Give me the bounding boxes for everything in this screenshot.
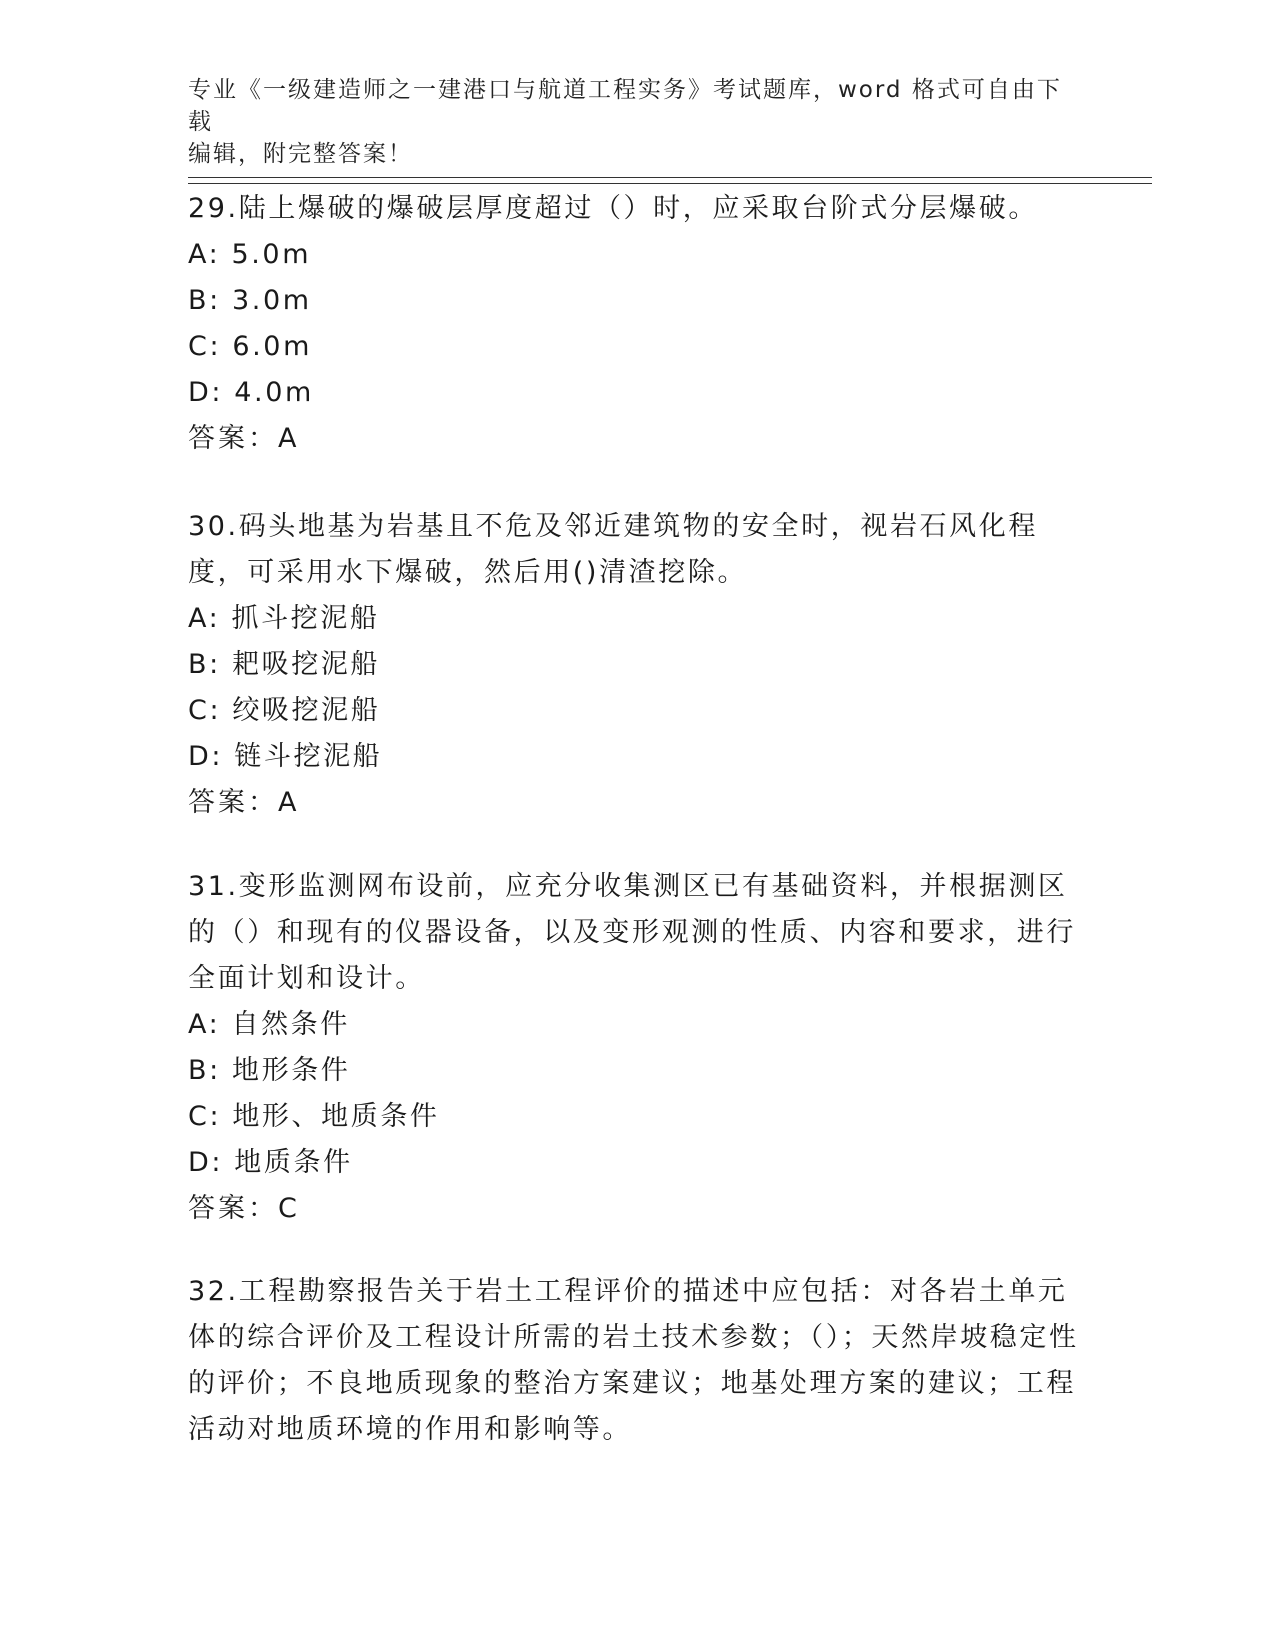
- option-d: D: 链斗挖泥船: [188, 741, 383, 772]
- question-stem: 32.工程勘察报告关于岩土工程评价的描述中应包括：对各岩土单元体的综合评价及工程设计所需的岩土技术参数；（）；天然岸坡稳定性的评价；不良地质现象的整治方案建议；地基处理方案的建议；工程活动对地质环境的作用和影响等。: [188, 1276, 1079, 1445]
- question-stem: 29.陆上爆破的爆破层厚度超过（）时，应采取台阶式分层爆破。: [188, 193, 1038, 224]
- document-header: [188, 74, 1068, 170]
- option-b: B: 地形条件: [188, 1055, 351, 1086]
- option-b: B: 耙吸挖泥船: [188, 649, 381, 680]
- answer-label: 答案：: [188, 787, 278, 818]
- header-line-1: 专业《一级建造师之一建港口与航道工程实务》考试题库，word 格式可自由下载: [188, 77, 1062, 135]
- header-line-2: 编辑，附完整答案！: [188, 141, 413, 167]
- answer-value: C: [278, 1193, 298, 1224]
- answer-line: [188, 1186, 1088, 1232]
- question-stem: 30.码头地基为岩基且不危及邻近建筑物的安全时，视岩石风化程度，可采用水下爆破，然后用()清渣挖除。: [188, 511, 1038, 588]
- option-a: A: 5.0m: [188, 239, 312, 270]
- answer-value: A: [278, 423, 298, 454]
- option-a: A: 自然条件: [188, 1009, 350, 1040]
- answer-line: [188, 780, 1088, 826]
- question-31: [188, 864, 1088, 1232]
- option-a: A: 抓斗挖泥船: [188, 603, 380, 634]
- header-divider-bottom: [188, 183, 1152, 184]
- question-32: [188, 1269, 1088, 1453]
- option-b: B: 3.0m: [188, 285, 312, 316]
- option-c: C: 绞吸挖泥船: [188, 695, 381, 726]
- answer-label: 答案：: [188, 1193, 278, 1224]
- answer-value: A: [278, 787, 298, 818]
- option-d: D: 4.0m: [188, 377, 314, 408]
- question-stem: 31.变形监测网布设前，应充分收集测区已有基础资料，并根据测区的（）和现有的仪器设备，以及变形观测的性质、内容和要求，进行全面计划和设计。: [188, 871, 1076, 994]
- option-c: C: 6.0m: [188, 331, 312, 362]
- header-divider-top: [188, 177, 1152, 178]
- option-c: C: 地形、地质条件: [188, 1101, 440, 1132]
- answer-label: 答案：: [188, 423, 278, 454]
- answer-line: [188, 416, 1088, 462]
- option-d: D: 地质条件: [188, 1147, 353, 1178]
- question-29: [188, 186, 1088, 462]
- question-30: [188, 504, 1088, 826]
